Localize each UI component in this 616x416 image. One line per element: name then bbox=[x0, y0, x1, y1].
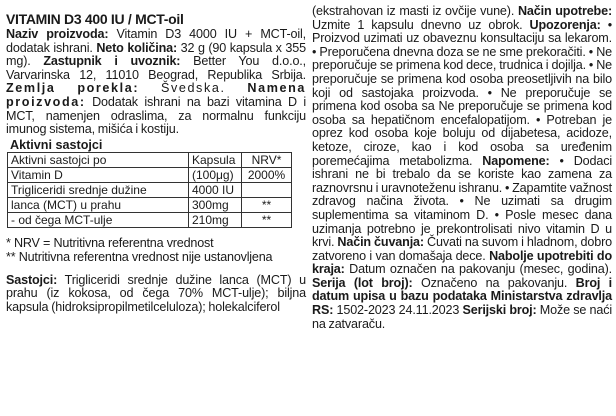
rok-text: Datum označen na pakovanju (mesec, godina). bbox=[344, 262, 612, 277]
footnotes bbox=[6, 236, 306, 265]
table-row bbox=[8, 167, 292, 182]
table-cell: 300mg bbox=[189, 197, 242, 212]
table-cell: - od čega MCT-ulje bbox=[8, 212, 189, 227]
left-column bbox=[6, 0, 306, 315]
sastojci-text: Trigliceridi srednje dužine lanca (MCT) u prahu (iz kokosa, od čega 70% MCT-ulje); biljna kapsula (hidroksipropilmetilceluloza); holekalciferol bbox=[6, 272, 306, 314]
table-cell: ** bbox=[242, 197, 292, 212]
rok-label: Nabolje upotrebiti do kraja: bbox=[312, 248, 612, 277]
zemlja-text: Švedska. bbox=[139, 81, 248, 96]
sastojci-label: Sastojci: bbox=[6, 272, 58, 287]
table-row bbox=[8, 182, 292, 197]
broj-text: 1502-2023 24.11.2023 bbox=[333, 303, 463, 318]
nrv-not-established-footnote: ** Nutritivna referentna vrednost nije ustanovljena bbox=[6, 250, 273, 265]
upozorenja-text: • Proizvod uzimati uz obaveznu konsultaciju sa lekarom. • Preporučena dnevna doza se ne sme prekoračiti. • Ne preporučuje se primena kod dece, trudnica i dojilja. • Ne preporučuje se primena kod osoba preosetljivih na bilo koji od sastojaka proizvoda. • Ne preporučuje se primena kod osoba sa Ne preporučuje se primena kod osoba sa hepatičnom encefalopatijom. • Potreban je oprez kod osoba koje boluju od dijabetesa, acidoze, ketoze, ciroze, kao i kod osoba sa uređenim poremećajima metabolizma. bbox=[312, 17, 613, 168]
continuation-text: (ekstrahovan iz masti iz ovčije vune). bbox=[312, 4, 518, 18]
table-cell: 2000% bbox=[242, 167, 292, 182]
serija-label: Serija (lot broj): bbox=[312, 275, 413, 290]
table-header-cell: Aktivni sastojci po bbox=[8, 152, 189, 167]
table-cell: Trigliceridi srednje dužine bbox=[8, 182, 189, 197]
table-cell: ** bbox=[242, 212, 292, 227]
cuvanje-text: Čuvati na suvom i hladnom, dobro zatvoreno i van domašaja dece. bbox=[312, 235, 612, 263]
table-cell: 4000 IU bbox=[189, 182, 242, 197]
nacin-label: Način upotrebe: bbox=[517, 4, 612, 18]
nacin-text: Uzmite 1 kapsulu dnevno uz obrok. bbox=[312, 17, 530, 32]
table-title: Aktivni sastojci bbox=[10, 137, 103, 152]
zemlja-label: Zemlja porekla: bbox=[6, 81, 140, 96]
table-cell: Vitamin D bbox=[8, 167, 189, 182]
table-header-cell: NRV* bbox=[242, 152, 292, 167]
usage-warnings-paragraph bbox=[312, 5, 612, 331]
serija-text: Označeno na pakovanju. bbox=[412, 275, 576, 290]
zastupnik-label: Zastupnik i uvoznik: bbox=[43, 54, 181, 69]
product-info-paragraph bbox=[6, 28, 306, 137]
active-ingredients-table bbox=[7, 152, 292, 228]
ingredients-paragraph bbox=[6, 274, 306, 315]
table-cell: lanca (MCT) u prahu bbox=[8, 197, 189, 212]
namena-label: Namena proizvoda: bbox=[6, 81, 306, 109]
cuvanje-label: Način čuvanja: bbox=[337, 235, 424, 250]
table-cell: (100μg) bbox=[189, 167, 242, 182]
serijski-text: Može se naći na zatvaraču. bbox=[312, 303, 612, 331]
table-cell: 210mg bbox=[189, 212, 242, 227]
zastupnik-text: Better You d.o.o., Varvarinska 12, 11010 Beograd, Republika Srbija. bbox=[6, 54, 306, 82]
nrv-footnote: * NRV = Nutritivna referentna vrednost bbox=[6, 235, 214, 250]
neto-label: Neto količina: bbox=[96, 40, 178, 55]
serijski-label: Serijski broj: bbox=[462, 303, 537, 318]
table-cell bbox=[242, 182, 292, 197]
table-row bbox=[8, 212, 292, 227]
table-header-cell: Kapsula bbox=[189, 152, 242, 167]
upozorenja-label: Upozorenja: bbox=[529, 17, 601, 32]
table-row bbox=[8, 197, 292, 212]
product-title: VITAMIN D3 400 IU / MCT-oil bbox=[6, 11, 184, 27]
naziv-label: Naziv proizvoda: bbox=[6, 27, 109, 41]
namena-text: Dodatak ishrani na bazi vitamina D i MCT, namenjen odraslima, za normalnu funkciju imunog sistema, mišića i kostiju. bbox=[6, 94, 306, 137]
neto-text: 32 g (90 kapsula x 355 mg). bbox=[6, 40, 306, 69]
right-column bbox=[312, 0, 612, 331]
napomene-label: Napomene: bbox=[482, 153, 550, 168]
broj-label: Broj i datum upisa u bazu podataka Ministarstva zdravlja RS: bbox=[312, 275, 612, 318]
naziv-text: Vitamin D3 4000 IU + MCT-oil, dodatak ishrani. bbox=[6, 27, 306, 55]
table-header-row bbox=[8, 152, 292, 167]
napomene-text: • Dodaci ishrani ne bi trebalo da se koriste kao zamena za raznovrsnu i uravnoteženu ishranu. • Zapamtite važnost zdravog načina života. • Ne uzimati sa drugim suplementima sa vitaminom D. • Posle mesec dana uzimanja potrebno je prekontrolisati nivo vitamin D u krvi. bbox=[312, 153, 612, 250]
